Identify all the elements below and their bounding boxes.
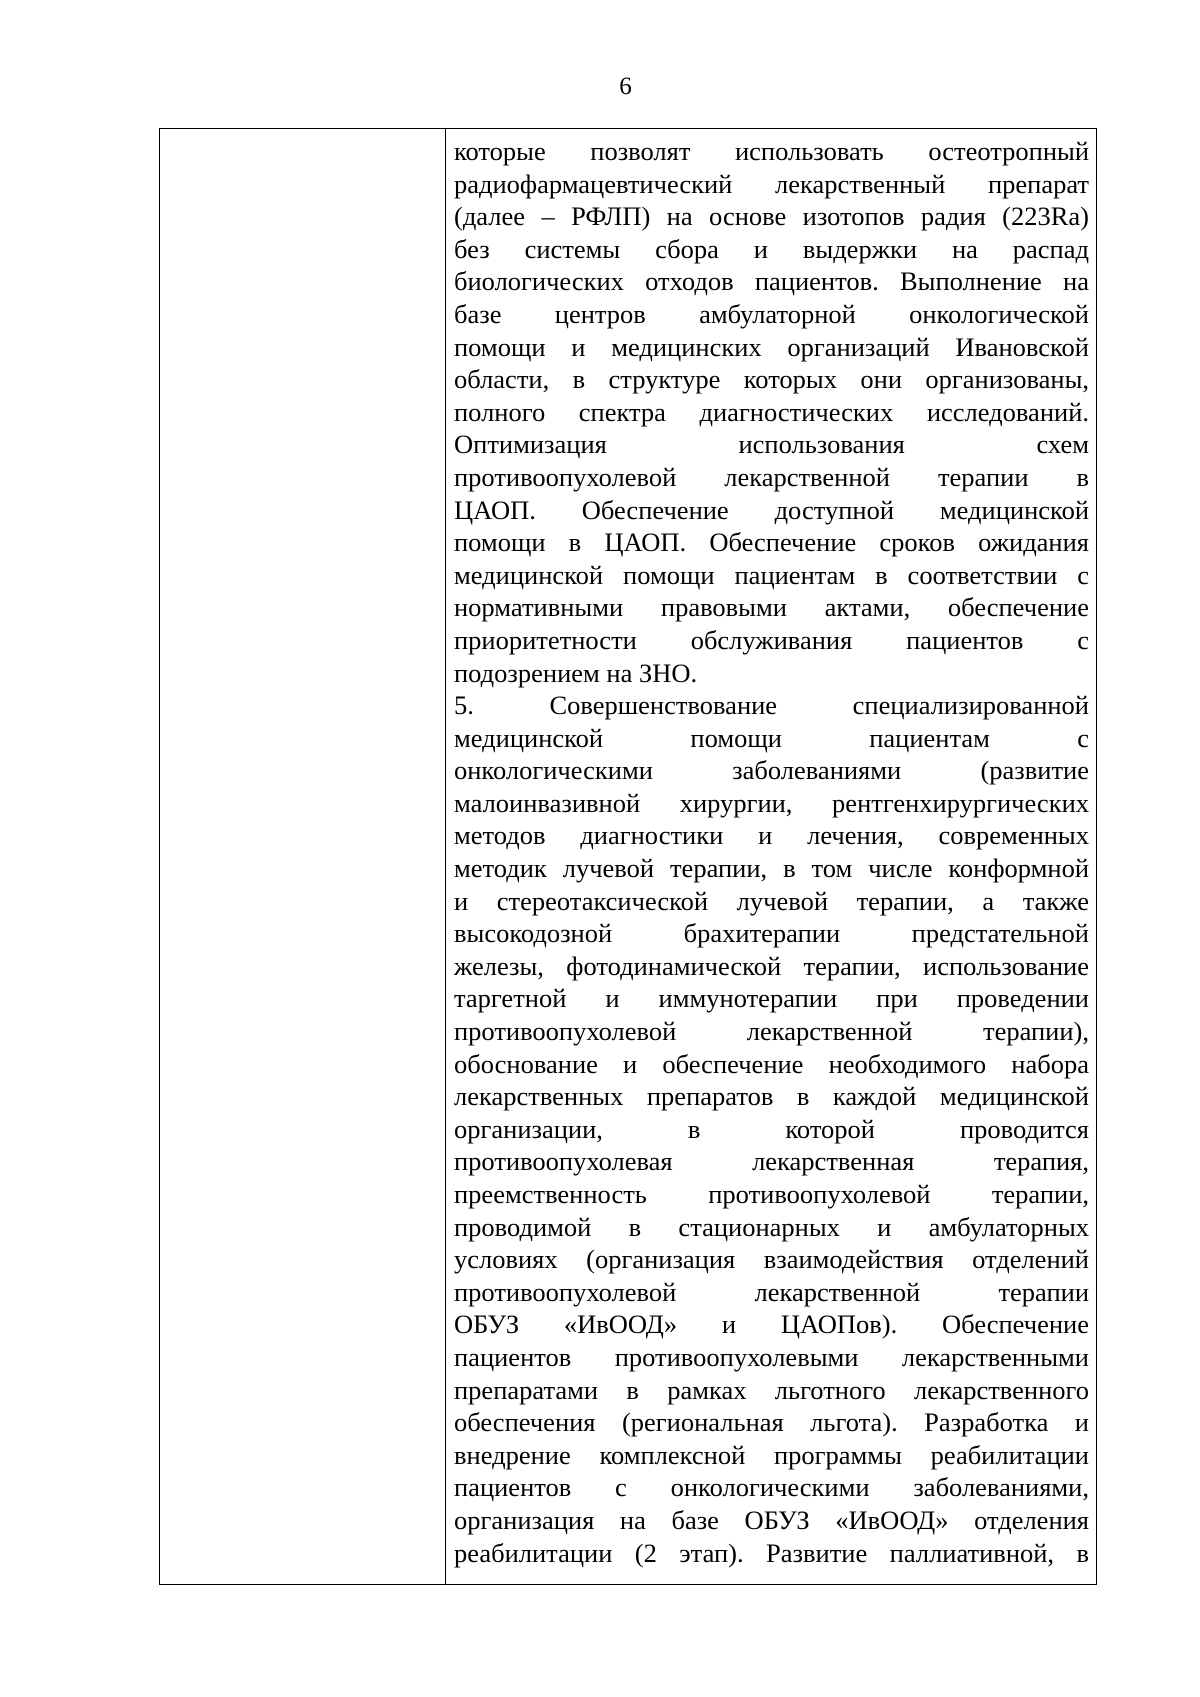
text-line: организация на базе ОБУЗ «ИвООД» отделения (454, 1504, 1089, 1535)
text-line: методов диагностики и лечения, современных (454, 820, 1089, 851)
text-line: противоопухолевая лекарственная терапия, (454, 1146, 1089, 1177)
text-line: ОБУЗ «ИвООД» и ЦАОПов). Обеспечение (454, 1309, 1089, 1340)
text-line: противоопухолевой лекарственной терапии (454, 1276, 1089, 1307)
document-table (159, 128, 1097, 1585)
text-line: (далее – РФЛП) на основе изотопов радия (223Ra) (454, 201, 1089, 232)
text-line: приоритетности обслуживания пациентов с (454, 624, 1089, 655)
text-line: которые позволят использовать остеотропный (454, 136, 1089, 166)
text-line: базе центров амбулаторной онкологической (454, 298, 1089, 329)
text-line: малоинвазивной хирургии, рентгенхирургических (454, 787, 1089, 818)
table-left-cell (160, 129, 446, 1584)
text-line: проводимой в стационарных и амбулаторных (454, 1211, 1089, 1242)
text-line: высокодозной брахитерапии предстательной (454, 918, 1089, 949)
text-line: помощи в ЦАОП. Обеспечение сроков ожидания (454, 527, 1089, 558)
text-line: медицинской помощи пациентам с (454, 722, 1089, 753)
text-line: противоопухолевой лекарственной терапии), (454, 1016, 1089, 1047)
table-right-cell (454, 135, 1089, 1569)
text-line: пациентов с онкологическими заболеваниями, (454, 1472, 1089, 1503)
text-line: нормативными правовыми актами, обеспечение (454, 592, 1089, 623)
text-line: помощи и медицинских организаций Ивановской (454, 331, 1089, 362)
text-line: биологических отходов пациентов. Выполнение на (454, 266, 1089, 297)
text-line: полного спектра диагностических исследований. (454, 396, 1089, 427)
text-line: условиях (организация взаимодействия отделений (454, 1244, 1089, 1275)
text-line: железы, фотодинамической терапии, использование (454, 950, 1089, 981)
text-line: и стереотаксической лучевой терапии, а также (454, 885, 1089, 916)
text-line: методик лучевой терапии, в том числе конформной (454, 853, 1089, 884)
text-line: обеспечения (региональная льгота). Разработка и (454, 1407, 1089, 1438)
text-line: преемственность противоопухолевой терапии, (454, 1179, 1089, 1209)
text-line: обоснование и обеспечение необходимого набора (454, 1048, 1089, 1079)
text-line: реабилитации (2 этап). Развитие паллиативной, в (454, 1537, 1089, 1568)
text-line: подозрением на ЗНО. (454, 657, 698, 688)
text-line: радиофармацевтический лекарственный препарат (454, 168, 1089, 199)
text-line: 5. Совершенствование специализированной (454, 690, 1089, 721)
text-line: онкологическими заболеваниями (развитие (454, 755, 1089, 786)
text-line: внедрение комплексной программы реабилитации (454, 1439, 1089, 1470)
text-line: области, в структуре которых они организованы, (454, 364, 1089, 395)
text-line: пациентов противоопухолевыми лекарственными (454, 1341, 1089, 1372)
page-number: 6 (619, 73, 632, 100)
text-line: ЦАОП. Обеспечение доступной медицинской (454, 494, 1089, 525)
text-line: препаратами в рамках льготного лекарственного (454, 1374, 1089, 1405)
text-line: без системы сбора и выдержки на распад (454, 233, 1089, 264)
text-line: таргетной и иммунотерапии при проведении (454, 983, 1089, 1014)
text-line: Оптимизация использования схем (454, 429, 1089, 460)
text-line: организации, в которой проводится (454, 1113, 1089, 1144)
text-line: медицинской помощи пациентам в соответствии с (454, 559, 1089, 590)
text-line: лекарственных препаратов в каждой медицинской (454, 1081, 1089, 1112)
text-line: противоопухолевой лекарственной терапии в (454, 461, 1089, 492)
